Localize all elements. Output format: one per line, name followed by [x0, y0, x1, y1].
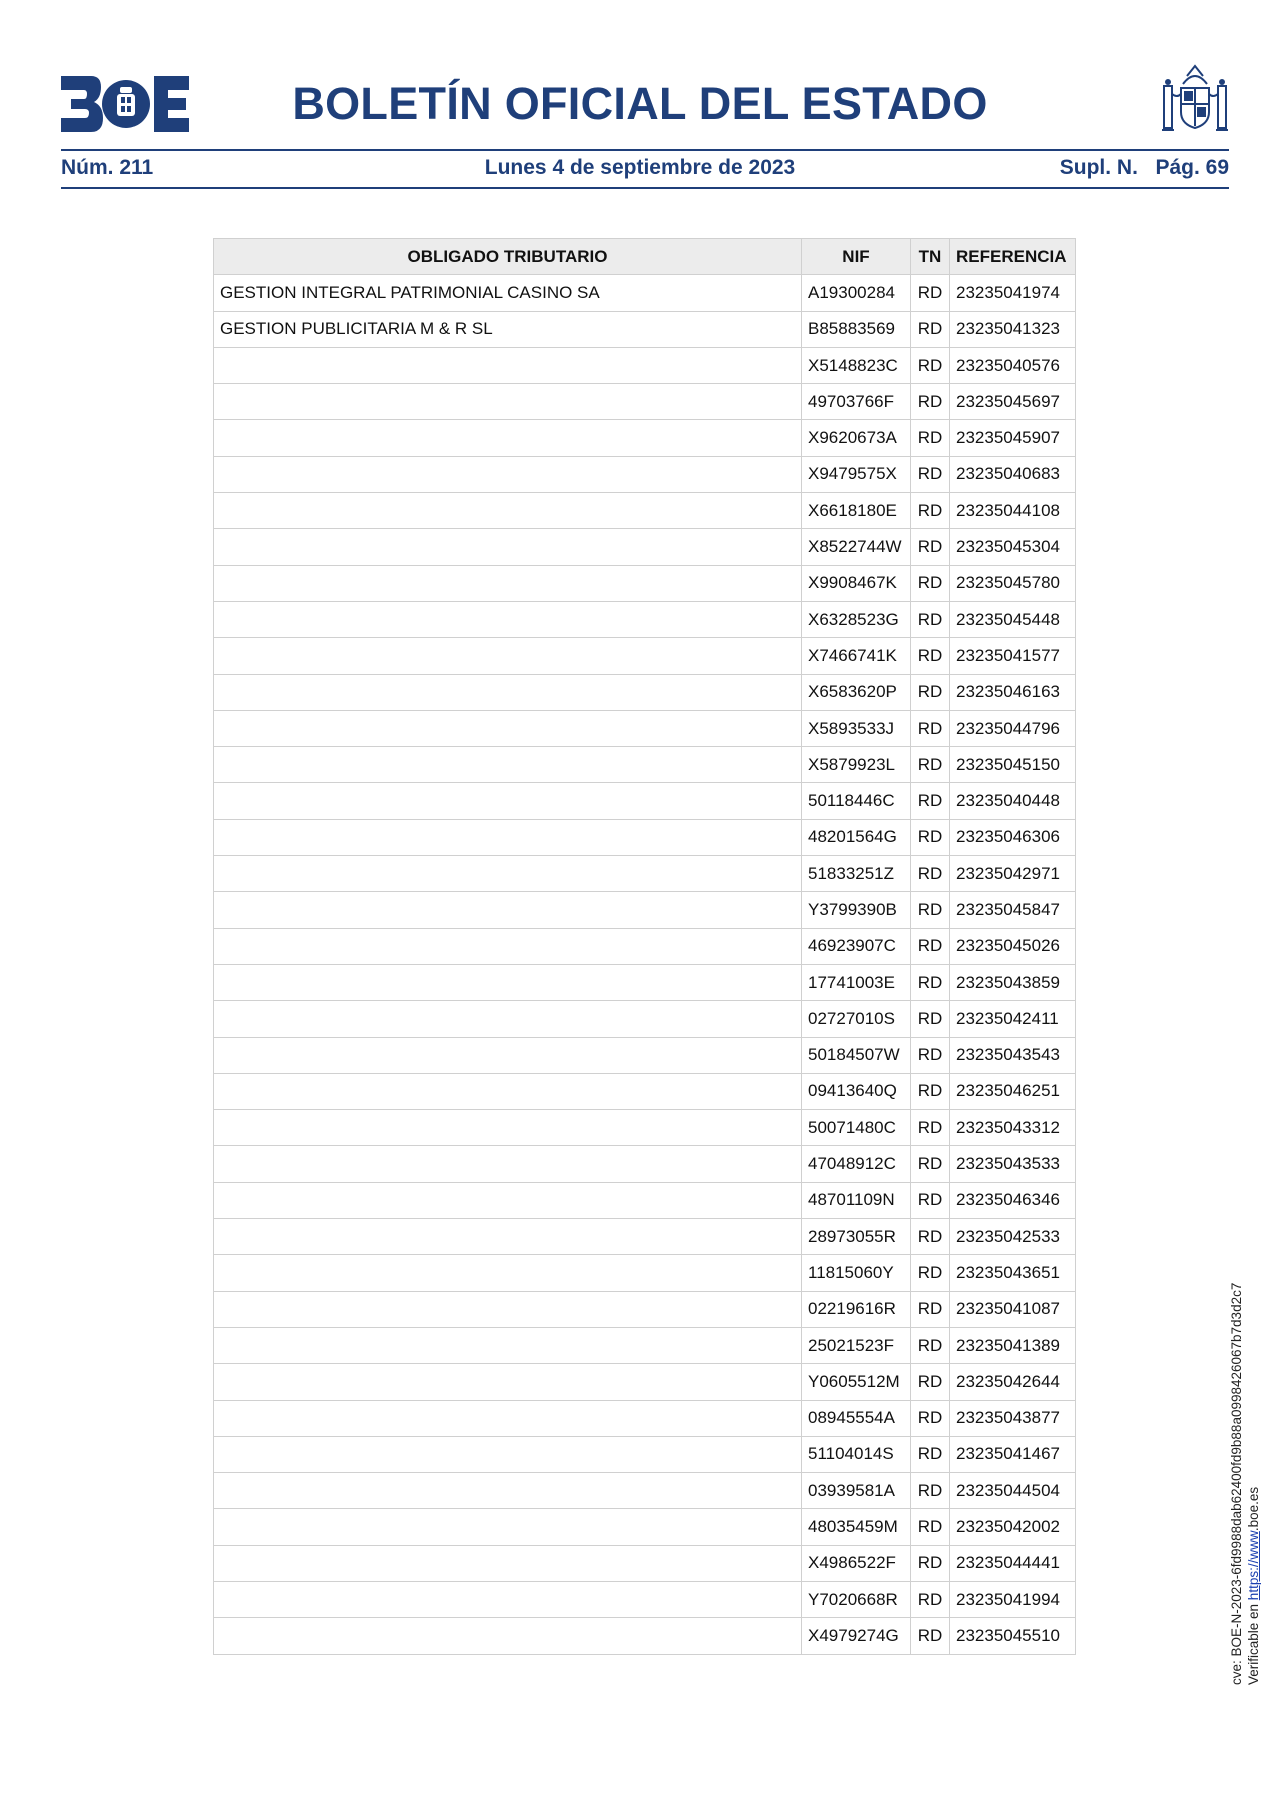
reference-value: 23235043533: [950, 1146, 1076, 1182]
table-row: [214, 1255, 1076, 1291]
nif-value: 11815060Y: [802, 1255, 911, 1291]
taxpayer-name: [214, 1364, 802, 1400]
nif-value: 51104014S: [802, 1436, 911, 1472]
reference-value: 23235045448: [950, 601, 1076, 637]
taxpayer-name: [214, 565, 802, 601]
taxpayer-name: [214, 819, 802, 855]
taxpayer-name: [214, 1436, 802, 1472]
taxpayer-name: [214, 1473, 802, 1509]
nif-value: 17741003E: [802, 964, 911, 1000]
reference-value: 23235041389: [950, 1327, 1076, 1363]
tn-value: RD: [911, 420, 950, 456]
tn-value: RD: [911, 1291, 950, 1327]
reference-value: 23235041974: [950, 275, 1076, 311]
nif-value: X8522744W: [802, 529, 911, 565]
reference-value: 23235045510: [950, 1618, 1076, 1654]
taxpayer-name: [214, 420, 802, 456]
taxpayer-name: [214, 1219, 802, 1255]
table-row: [214, 1327, 1076, 1363]
table-row: [214, 710, 1076, 746]
taxpayer-name: [214, 1146, 802, 1182]
nif-value: 46923907C: [802, 928, 911, 964]
tn-value: RD: [911, 1436, 950, 1472]
table-row: [214, 638, 1076, 674]
tn-value: RD: [911, 384, 950, 420]
reference-value: 23235041577: [950, 638, 1076, 674]
reference-value: 23235045907: [950, 420, 1076, 456]
tn-value: RD: [911, 1001, 950, 1037]
taxpayer-name: [214, 384, 802, 420]
tn-value: RD: [911, 1037, 950, 1073]
page-title: BOLETÍN OFICIAL DEL ESTADO: [292, 78, 988, 129]
tn-value: RD: [911, 601, 950, 637]
taxpayer-name: [214, 347, 802, 383]
nif-value: 03939581A: [802, 1473, 911, 1509]
boe-logo: [61, 76, 191, 132]
tn-value: RD: [911, 529, 950, 565]
table-row: [214, 347, 1076, 383]
nif-value: 09413640Q: [802, 1073, 911, 1109]
nif-value: X6328523G: [802, 601, 911, 637]
taxpayer-name: [214, 747, 802, 783]
tn-value: RD: [911, 674, 950, 710]
nif-value: 48035459M: [802, 1509, 911, 1545]
nif-value: 02727010S: [802, 1001, 911, 1037]
col-header-taxpayer: OBLIGADO TRIBUTARIO: [214, 239, 802, 275]
reference-value: 23235045150: [950, 747, 1076, 783]
nif-value: 50118446C: [802, 783, 911, 819]
table-row: [214, 493, 1076, 529]
nif-value: 50184507W: [802, 1037, 911, 1073]
tn-value: RD: [911, 493, 950, 529]
table-row: [214, 1219, 1076, 1255]
taxpayer-name: [214, 456, 802, 492]
nif-value: B85883569: [802, 311, 911, 347]
tn-value: RD: [911, 1110, 950, 1146]
nif-value: Y7020668R: [802, 1581, 911, 1617]
nif-value: A19300284: [802, 275, 911, 311]
verification-note: [1245, 1283, 1262, 1685]
nif-value: X4986522F: [802, 1545, 911, 1581]
tn-value: RD: [911, 456, 950, 492]
taxpayer-name: [214, 1400, 802, 1436]
reference-value: 23235045697: [950, 384, 1076, 420]
reference-value: 23235045304: [950, 529, 1076, 565]
taxpayer-name: [214, 1509, 802, 1545]
tn-value: RD: [911, 710, 950, 746]
col-header-nif: NIF: [802, 239, 911, 275]
reference-value: 23235042971: [950, 856, 1076, 892]
reference-value: 23235041994: [950, 1581, 1076, 1617]
tn-value: RD: [911, 1255, 950, 1291]
table-row: [214, 928, 1076, 964]
reference-value: 23235044108: [950, 493, 1076, 529]
reference-value: 23235043859: [950, 964, 1076, 1000]
taxpayer-name: [214, 1037, 802, 1073]
taxpayer-name: [214, 710, 802, 746]
taxpayer-name: [214, 601, 802, 637]
header-rule-bottom: [61, 187, 1229, 189]
table-row: [214, 1400, 1076, 1436]
header-rule-top: [61, 149, 1229, 151]
reference-value: 23235042644: [950, 1364, 1076, 1400]
reference-value: 23235045780: [950, 565, 1076, 601]
reference-value: 23235043543: [950, 1037, 1076, 1073]
tn-value: RD: [911, 1146, 950, 1182]
taxpayer-name: GESTION INTEGRAL PATRIMONIAL CASINO SA: [214, 275, 802, 311]
taxpayer-name: [214, 1291, 802, 1327]
taxpayer-name: [214, 1618, 802, 1654]
tn-value: RD: [911, 1182, 950, 1218]
col-header-reference: REFERENCIA: [950, 239, 1076, 275]
table-row: [214, 1509, 1076, 1545]
issue-date: Lunes 4 de septiembre de 2023: [484, 156, 796, 179]
nif-value: X7466741K: [802, 638, 911, 674]
tn-value: RD: [911, 1618, 950, 1654]
tn-value: RD: [911, 1473, 950, 1509]
taxpayer-name: [214, 674, 802, 710]
taxpayer-name: [214, 1001, 802, 1037]
tn-value: RD: [911, 311, 950, 347]
table-row: [214, 1436, 1076, 1472]
nif-value: Y3799390B: [802, 892, 911, 928]
reference-value: 23235043651: [950, 1255, 1076, 1291]
taxpayer-name: [214, 1545, 802, 1581]
tn-value: RD: [911, 1581, 950, 1617]
table-row: [214, 529, 1076, 565]
taxpayer-table: [213, 238, 1076, 1655]
taxpayer-name: [214, 638, 802, 674]
reference-value: 23235046251: [950, 1073, 1076, 1109]
taxpayer-name: [214, 856, 802, 892]
page-reference: [1060, 156, 1229, 180]
taxpayer-name: [214, 783, 802, 819]
tn-value: RD: [911, 1400, 950, 1436]
taxpayer-name: [214, 1255, 802, 1291]
col-header-tn: TN: [911, 239, 950, 275]
nif-value: X6618180E: [802, 493, 911, 529]
cve-code: cve: BOE-N-2023-6fd9988dab62400fd9b88a0998426067b7d3d2c7: [1229, 1282, 1244, 1685]
reference-value: 23235046306: [950, 819, 1076, 855]
nif-value: X5879923L: [802, 747, 911, 783]
table-row: [214, 819, 1076, 855]
reference-value: 23235045847: [950, 892, 1076, 928]
taxpayer-name: [214, 1581, 802, 1617]
reference-value: 23235042533: [950, 1219, 1076, 1255]
table-header-row: [214, 239, 1076, 275]
tn-value: RD: [911, 1364, 950, 1400]
table-row: [214, 1037, 1076, 1073]
table-row: [214, 275, 1076, 311]
reference-value: 23235044504: [950, 1473, 1076, 1509]
tn-value: RD: [911, 1073, 950, 1109]
reference-value: 23235040448: [950, 783, 1076, 819]
nif-value: X5148823C: [802, 347, 911, 383]
nif-value: 48701109N: [802, 1182, 911, 1218]
nif-value: 50071480C: [802, 1110, 911, 1146]
cve-verification: [1228, 1283, 1262, 1685]
reference-value: 23235044441: [950, 1545, 1076, 1581]
nif-value: X4979274G: [802, 1618, 911, 1654]
taxpayer-name: [214, 493, 802, 529]
nif-value: 08945554A: [802, 1400, 911, 1436]
verify-link[interactable]: https://www: [1246, 1531, 1261, 1601]
supplement-label: Supl. N.: [1059, 156, 1138, 179]
table-row: [214, 1618, 1076, 1654]
table-row: [214, 601, 1076, 637]
table-row: [214, 311, 1076, 347]
nif-value: X9479575X: [802, 456, 911, 492]
nif-value: X9908467K: [802, 565, 911, 601]
nif-value: 49703766F: [802, 384, 911, 420]
taxpayer-name: [214, 928, 802, 964]
table-row: [214, 1146, 1076, 1182]
verify-suffix: .boe.es: [1246, 1486, 1261, 1532]
nif-value: X6583620P: [802, 674, 911, 710]
table-row: [214, 1110, 1076, 1146]
taxpayer-name: [214, 1110, 802, 1146]
table-row: [214, 1364, 1076, 1400]
reference-value: 23235040576: [950, 347, 1076, 383]
reference-value: 23235041467: [950, 1436, 1076, 1472]
taxpayer-name: [214, 529, 802, 565]
tn-value: RD: [911, 819, 950, 855]
table-row: [214, 1473, 1076, 1509]
table-row: [214, 384, 1076, 420]
table-row: [214, 747, 1076, 783]
tn-value: RD: [911, 347, 950, 383]
nif-value: Y0605512M: [802, 1364, 911, 1400]
reference-value: 23235040683: [950, 456, 1076, 492]
tn-value: RD: [911, 928, 950, 964]
table-row: [214, 783, 1076, 819]
nif-value: 28973055R: [802, 1219, 911, 1255]
nif-value: 47048912C: [802, 1146, 911, 1182]
reference-value: 23235045026: [950, 928, 1076, 964]
taxpayer-name: GESTION PUBLICITARIA M & R SL: [214, 311, 802, 347]
tn-value: RD: [911, 1219, 950, 1255]
table-row: [214, 565, 1076, 601]
reference-value: 23235046163: [950, 674, 1076, 710]
reference-value: 23235043312: [950, 1110, 1076, 1146]
reference-value: 23235046346: [950, 1182, 1076, 1218]
nif-value: 25021523F: [802, 1327, 911, 1363]
page-number: Pág. 69: [1155, 156, 1229, 179]
nif-value: 51833251Z: [802, 856, 911, 892]
reference-value: 23235044796: [950, 710, 1076, 746]
table-row: [214, 1073, 1076, 1109]
reference-value: 23235042002: [950, 1509, 1076, 1545]
tn-value: RD: [911, 275, 950, 311]
table-row: [214, 964, 1076, 1000]
nif-value: 02219616R: [802, 1291, 911, 1327]
table-row: [214, 1291, 1076, 1327]
table-row: [214, 1545, 1076, 1581]
taxpayer-name: [214, 1327, 802, 1363]
reference-value: 23235041087: [950, 1291, 1076, 1327]
tn-value: RD: [911, 1509, 950, 1545]
nif-value: X5893533J: [802, 710, 911, 746]
taxpayer-name: [214, 1073, 802, 1109]
tn-value: RD: [911, 1545, 950, 1581]
reference-value: 23235042411: [950, 1001, 1076, 1037]
table-row: [214, 456, 1076, 492]
nif-value: X9620673A: [802, 420, 911, 456]
reference-value: 23235043877: [950, 1400, 1076, 1436]
tn-value: RD: [911, 747, 950, 783]
table-row: [214, 1581, 1076, 1617]
table-row: [214, 1182, 1076, 1218]
tn-value: RD: [911, 638, 950, 674]
issue-number: Núm. 211: [61, 156, 154, 179]
coat-of-arms-icon: [1161, 64, 1229, 136]
taxpayer-name: [214, 964, 802, 1000]
tn-value: RD: [911, 964, 950, 1000]
table-row: [214, 856, 1076, 892]
tn-value: RD: [911, 856, 950, 892]
nif-value: 48201564G: [802, 819, 911, 855]
taxpayer-name: [214, 892, 802, 928]
taxpayer-name: [214, 1182, 802, 1218]
table-row: [214, 1001, 1076, 1037]
table-row: [214, 420, 1076, 456]
tn-value: RD: [911, 1327, 950, 1363]
table-row: [214, 674, 1076, 710]
reference-value: 23235041323: [950, 311, 1076, 347]
table-row: [214, 892, 1076, 928]
tn-value: RD: [911, 783, 950, 819]
tn-value: RD: [911, 565, 950, 601]
verify-prefix: Verificable en: [1246, 1600, 1261, 1685]
tn-value: RD: [911, 892, 950, 928]
